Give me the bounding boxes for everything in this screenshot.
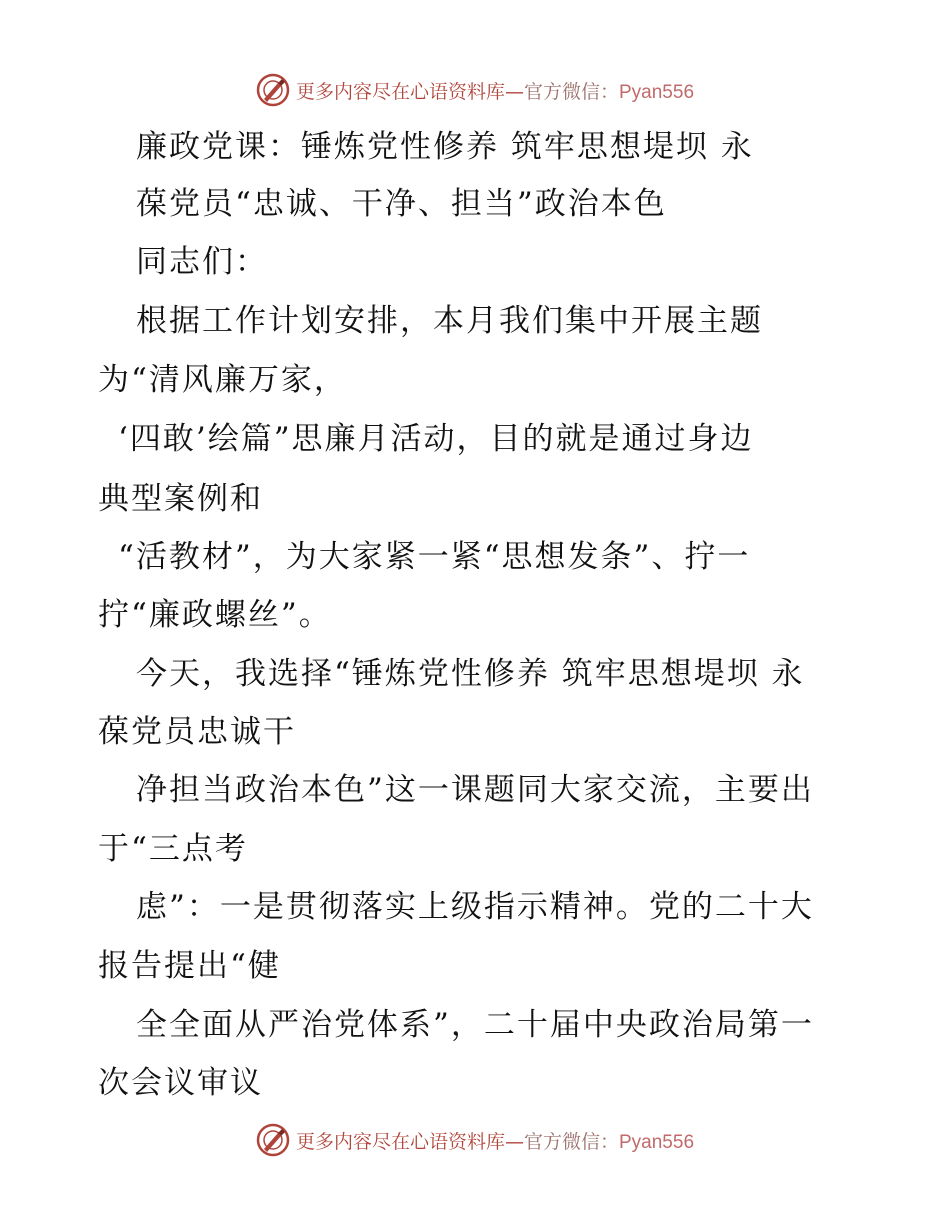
doc-line-10: 今天，我选择“锤炼党性修养 筑牢思想堤坝 永 [136,656,805,692]
doc-line-6: ‘四敢’绘篇”思廉月活动，目的就是通过身边 [118,421,754,457]
doc-line-14: 虑”：一是贯彻落实上级指示精神。党的二十大 [136,889,814,925]
pen-logo-icon [256,73,290,107]
footer-banner-id: Pyan556 [619,1131,695,1153]
footer-banner-wechat: 官方微信： [523,1130,619,1153]
doc-line-4: 根据工作计划安排，本月我们集中开展主题 [136,303,763,339]
doc-line-11: 葆党员忠诚干 [98,714,296,750]
doc-line-3: 同志们： [136,244,268,280]
header-banner-id: Pyan556 [619,81,695,103]
footer-banner [0,1120,950,1160]
header-banner-main: 更多内容尽在心语资料库 [295,80,505,103]
doc-line-7: 典型案例和 [98,481,263,517]
pen-logo-icon [256,1123,290,1157]
doc-line-2: 葆党员“忠诚、干净、担当”政治本色 [136,186,667,222]
footer-banner-text [296,1127,694,1154]
doc-line-5: 为“清风廉万家， [98,362,347,398]
header-banner-text [296,77,694,104]
doc-line-12: 净担当政治本色”这一课题同大家交流，主要出 [136,772,814,808]
doc-line-15: 报告提出“健 [98,948,281,984]
footer-banner-dash: — [504,1130,524,1153]
doc-line-8: “活教材”，为大家紧一紧“思想发条”、拧一 [118,539,751,575]
doc-line-13: 于“三点考 [98,831,248,867]
doc-line-1: 廉政党课：锤炼党性修养 筑牢思想堤坝 永 [136,129,754,165]
header-banner-wechat: 官方微信： [523,80,619,103]
doc-line-17: 次会议审议 [98,1065,263,1101]
header-banner-dash: — [504,80,524,103]
doc-line-9: 拧“廉政螺丝”。 [98,597,332,633]
footer-banner-main: 更多内容尽在心语资料库 [295,1130,505,1153]
doc-line-16: 全全面从严治党体系”，二十届中央政治局第一 [136,1007,814,1043]
header-banner [0,70,950,110]
